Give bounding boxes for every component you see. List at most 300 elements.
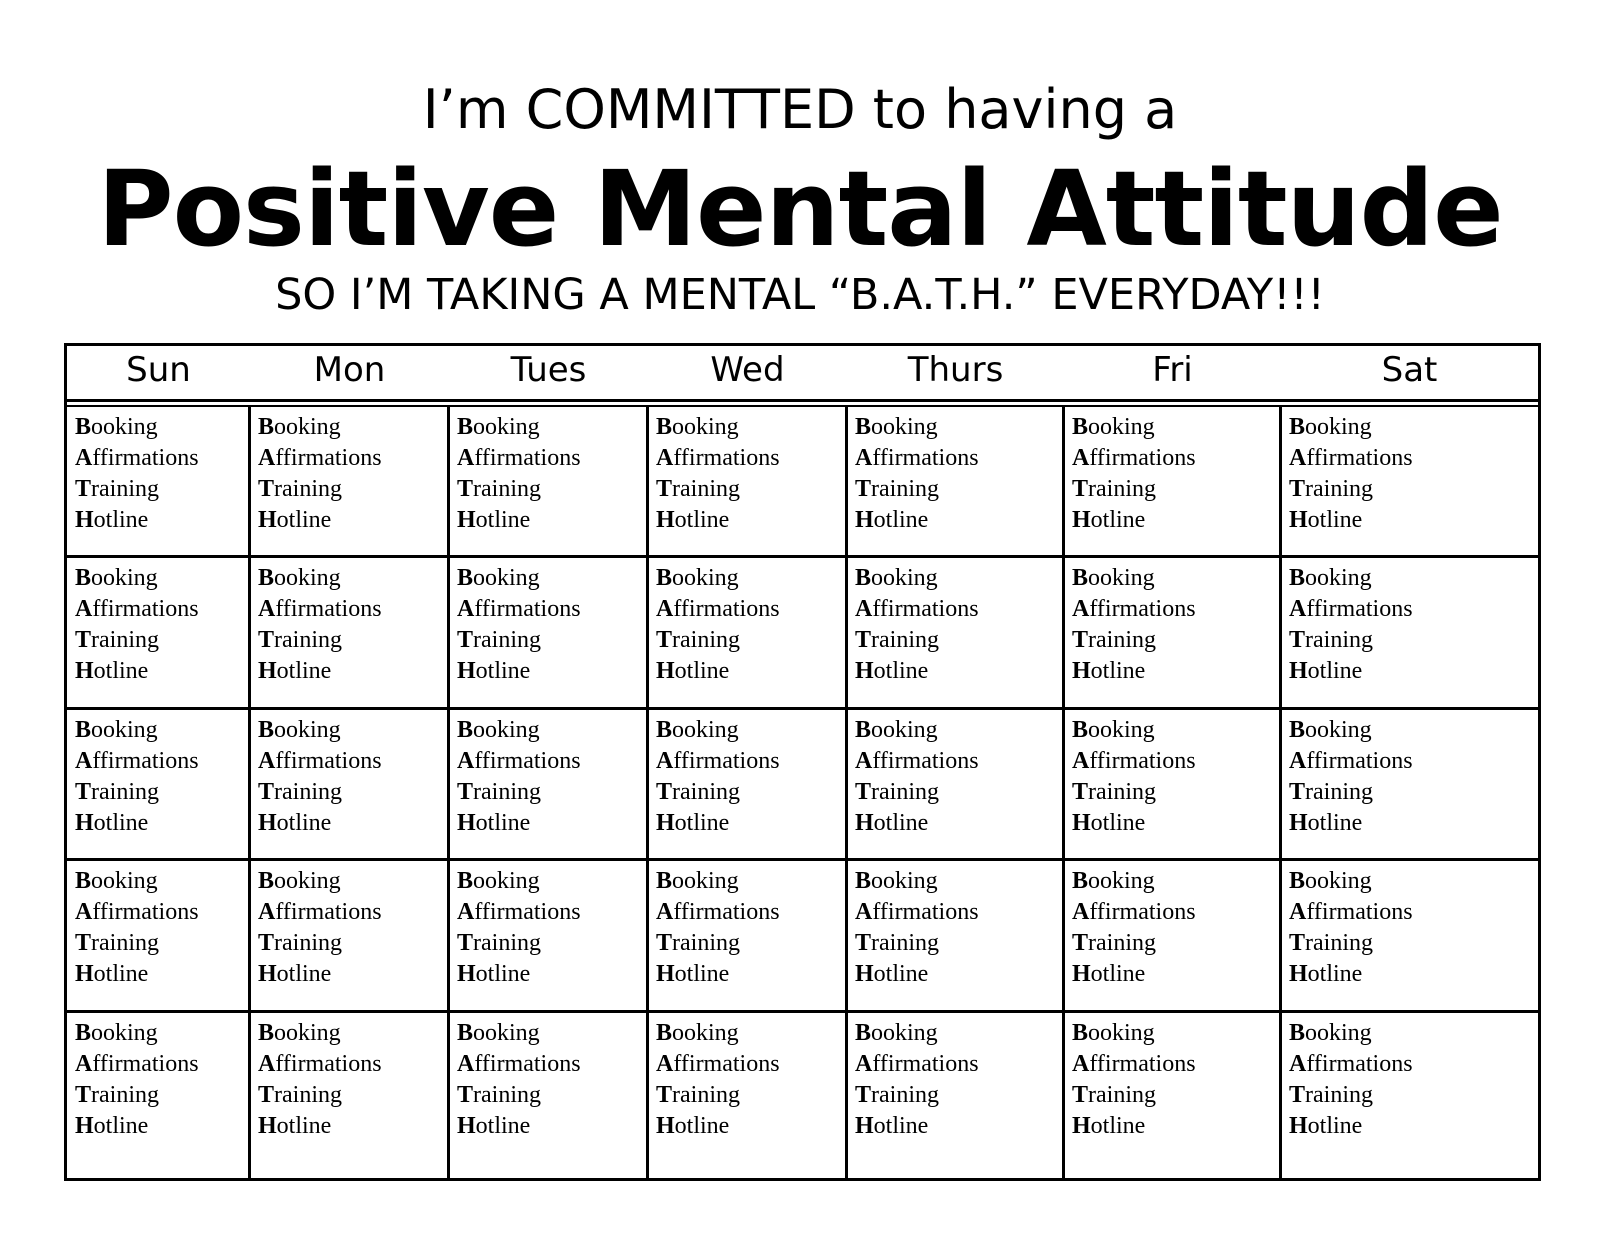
bath-entry	[457, 656, 647, 687]
bath-initial: T	[855, 476, 872, 502]
bath-entry	[1289, 777, 1537, 808]
bath-word-rest: otline	[1090, 809, 1146, 836]
bath-entry	[855, 1049, 1063, 1080]
bath-word-rest: raining	[1088, 778, 1156, 805]
bath-entry	[656, 1080, 846, 1111]
bath-word-rest: raining	[91, 627, 159, 654]
bath-initial: A	[656, 596, 674, 623]
bath-entry	[656, 959, 846, 990]
bath-word-rest: otline	[93, 809, 149, 836]
day-cell[interactable]	[1065, 557, 1280, 706]
bath-entry	[75, 505, 249, 536]
bath-initial: T	[1072, 476, 1089, 502]
bath-initial: B	[1072, 414, 1089, 440]
bath-word-rest: raining	[1305, 1081, 1373, 1108]
bath-entry	[75, 777, 249, 808]
bath-initial: H	[457, 961, 476, 988]
bath-entry	[1289, 715, 1537, 746]
bath-entry	[1289, 808, 1537, 839]
day-cell[interactable]	[251, 860, 448, 1009]
bath-word-rest: ooking	[1305, 414, 1372, 440]
bath-initial: T	[1289, 627, 1306, 654]
bath-word-rest: otline	[475, 809, 531, 836]
bath-word-rest: otline	[276, 507, 332, 533]
bath-entry	[656, 746, 846, 777]
day-cell[interactable]	[1282, 406, 1537, 555]
bath-word-rest: otline	[93, 507, 149, 533]
day-cell[interactable]	[649, 709, 846, 858]
bath-initial: H	[656, 809, 675, 836]
day-cell[interactable]	[848, 557, 1063, 706]
bath-initial: H	[656, 961, 675, 988]
bath-word-rest: otline	[276, 1112, 332, 1139]
bath-word-rest: raining	[1088, 1081, 1156, 1108]
bath-word-rest: ooking	[871, 868, 938, 895]
bath-initial: H	[258, 809, 277, 836]
bath-entry	[258, 505, 448, 536]
bath-entry	[457, 505, 647, 536]
bath-entry	[457, 1049, 647, 1080]
bath-word-rest: otline	[276, 809, 332, 836]
bath-word-rest: ffirmations	[673, 747, 780, 774]
bath-initial: H	[1072, 1112, 1091, 1139]
bath-word-rest: otline	[873, 809, 929, 836]
bath-initial: T	[258, 627, 275, 654]
bath-word-rest: raining	[91, 930, 159, 957]
bath-word-rest: otline	[93, 961, 149, 988]
bath-word-rest: ffirmations	[92, 596, 199, 623]
bath-entry	[75, 474, 249, 505]
bath-word-rest: otline	[873, 1112, 929, 1139]
bath-initial: B	[855, 414, 872, 440]
bath-entry	[656, 505, 846, 536]
bath-word-rest: ooking	[473, 1019, 540, 1046]
bath-entry	[1289, 443, 1537, 474]
bath-entry	[656, 777, 846, 808]
bath-entry	[258, 746, 448, 777]
bath-word-rest: otline	[674, 1112, 730, 1139]
bath-initial: T	[258, 1081, 275, 1108]
bath-entry	[75, 443, 249, 474]
bath-entry	[1289, 412, 1537, 443]
bath-entry	[656, 928, 846, 959]
day-cell[interactable]	[450, 709, 647, 858]
title-line-1: I’m COMMITTED to having a	[422, 78, 1178, 141]
bath-entry	[75, 412, 249, 443]
bath-entry	[457, 1018, 647, 1049]
bath-entry	[855, 866, 1063, 897]
bath-entry	[1072, 746, 1280, 777]
bath-entry	[656, 1111, 846, 1142]
bath-initial: T	[258, 778, 275, 805]
bath-initial: T	[1072, 1081, 1089, 1108]
bath-initial: T	[75, 476, 92, 502]
bath-word-rest: ffirmations	[673, 596, 780, 623]
day-cell[interactable]	[1065, 709, 1280, 858]
bath-word-rest: otline	[873, 961, 929, 988]
bath-initial: T	[656, 778, 673, 805]
bath-initial: T	[855, 627, 872, 654]
day-cell[interactable]	[450, 406, 647, 555]
bath-word-rest: ooking	[1088, 565, 1155, 592]
day-cell[interactable]	[649, 557, 846, 706]
bath-initial: H	[1072, 658, 1091, 685]
bath-word-rest: ffirmations	[474, 1050, 581, 1077]
day-cell[interactable]	[1282, 860, 1537, 1009]
bath-word-rest: ffirmations	[275, 1050, 382, 1077]
bath-entry	[1289, 928, 1537, 959]
bath-initial: H	[258, 1112, 277, 1139]
day-header-mon: Mon	[313, 350, 386, 390]
bath-entry	[656, 866, 846, 897]
bath-initial: A	[1072, 899, 1090, 926]
bath-entry	[656, 474, 846, 505]
bath-word-rest: ooking	[672, 414, 739, 440]
bath-initial: A	[1289, 445, 1307, 471]
bath-entry	[457, 777, 647, 808]
bath-word-rest: ffirmations	[275, 747, 382, 774]
bath-word-rest: otline	[93, 658, 149, 685]
bath-entry	[457, 897, 647, 928]
bath-initial: H	[855, 809, 874, 836]
bath-word-rest: ooking	[672, 1019, 739, 1046]
bath-initial: H	[656, 658, 675, 685]
bath-initial: H	[656, 1112, 675, 1139]
bath-entry	[1289, 594, 1537, 625]
bath-entry	[855, 594, 1063, 625]
bath-entry	[75, 563, 249, 594]
bath-entry	[855, 412, 1063, 443]
bath-entry	[258, 474, 448, 505]
bath-entry	[855, 625, 1063, 656]
day-cell[interactable]	[450, 1012, 647, 1161]
bath-entry	[457, 866, 647, 897]
bath-entry	[75, 959, 249, 990]
bath-word-rest: raining	[1305, 778, 1373, 805]
bath-initial: T	[457, 930, 474, 957]
day-header-tues: Tues	[510, 350, 587, 390]
bath-initial: A	[1289, 747, 1307, 774]
bath-entry	[457, 715, 647, 746]
bath-initial: T	[258, 476, 275, 502]
bath-initial: A	[656, 899, 674, 926]
day-cell[interactable]	[649, 860, 846, 1009]
bath-initial: H	[855, 1112, 874, 1139]
bath-initial: H	[457, 507, 476, 533]
day-cell[interactable]	[649, 1012, 846, 1161]
day-cell[interactable]	[848, 1012, 1063, 1161]
bath-initial: B	[75, 414, 92, 440]
bath-word-rest: ooking	[1088, 716, 1155, 743]
bath-word-rest: ffirmations	[872, 596, 979, 623]
bath-initial: H	[457, 658, 476, 685]
bath-word-rest: ffirmations	[1306, 596, 1413, 623]
bath-word-rest: ooking	[1088, 868, 1155, 895]
bath-entry	[258, 563, 448, 594]
column-divider	[447, 406, 450, 1178]
bath-initial: T	[656, 476, 673, 502]
bath-entry	[258, 594, 448, 625]
day-header-wed: Wed	[710, 350, 785, 390]
bath-entry	[656, 443, 846, 474]
bath-initial: H	[258, 961, 277, 988]
day-cell[interactable]	[68, 860, 249, 1009]
bath-word-rest: raining	[91, 778, 159, 805]
bath-word-rest: ooking	[473, 414, 540, 440]
bath-entry	[1289, 474, 1537, 505]
bath-entry	[1072, 443, 1280, 474]
bath-initial: A	[75, 445, 93, 471]
bath-entry	[855, 715, 1063, 746]
bath-entry	[75, 928, 249, 959]
bath-initial: H	[258, 658, 277, 685]
bath-word-rest: otline	[475, 507, 531, 533]
bath-initial: A	[1289, 596, 1307, 623]
day-cell[interactable]	[68, 709, 249, 858]
bath-word-rest: ooking	[672, 868, 739, 895]
bath-entry	[75, 1111, 249, 1142]
bath-initial: H	[656, 507, 675, 533]
bath-initial: B	[656, 716, 673, 743]
bath-entry	[656, 897, 846, 928]
bath-initial: B	[75, 1019, 92, 1046]
bath-initial: A	[1289, 1050, 1307, 1077]
column-divider	[248, 406, 251, 1178]
bath-word-rest: otline	[475, 961, 531, 988]
bath-entry	[1289, 656, 1537, 687]
day-cell[interactable]	[450, 860, 647, 1009]
bath-initial: H	[457, 809, 476, 836]
bath-initial: B	[1289, 716, 1306, 743]
bath-initial: A	[258, 747, 276, 774]
bath-entry	[75, 594, 249, 625]
bath-word-rest: ffirmations	[1089, 747, 1196, 774]
bath-initial: H	[1072, 809, 1091, 836]
bath-initial: A	[1072, 445, 1090, 471]
bath-word-rest: raining	[871, 627, 939, 654]
bath-entry	[75, 1018, 249, 1049]
bath-entry	[1072, 1111, 1280, 1142]
day-cell[interactable]	[1282, 1012, 1537, 1161]
bath-word-rest: ffirmations	[1306, 1050, 1413, 1077]
bath-word-rest: ooking	[91, 868, 158, 895]
bath-initial: H	[855, 961, 874, 988]
bath-entry	[258, 1111, 448, 1142]
bath-initial: A	[1072, 1050, 1090, 1077]
day-cell[interactable]	[848, 709, 1063, 858]
bath-initial: A	[457, 1050, 475, 1077]
bath-word-rest: ffirmations	[872, 445, 979, 471]
day-cell[interactable]	[1065, 1012, 1280, 1161]
day-cell[interactable]	[649, 406, 846, 555]
bath-entry	[656, 1049, 846, 1080]
bath-entry	[258, 625, 448, 656]
bath-initial: A	[855, 747, 873, 774]
bath-entry	[1072, 412, 1280, 443]
bath-word-rest: otline	[873, 658, 929, 685]
bath-entry	[1072, 928, 1280, 959]
column-divider	[1279, 406, 1282, 1178]
bath-entry	[258, 412, 448, 443]
bath-initial: A	[855, 596, 873, 623]
bath-entry	[75, 715, 249, 746]
day-cell[interactable]	[450, 557, 647, 706]
bath-initial: T	[1289, 476, 1306, 502]
day-cell[interactable]	[1065, 406, 1280, 555]
bath-word-rest: ooking	[871, 565, 938, 592]
day-cell[interactable]	[251, 557, 448, 706]
bath-word-rest: ffirmations	[474, 747, 581, 774]
bath-word-rest: ooking	[1088, 414, 1155, 440]
bath-word-rest: raining	[871, 476, 939, 502]
bath-initial: T	[75, 627, 92, 654]
day-header-sun: Sun	[126, 350, 191, 390]
day-cell[interactable]	[68, 1012, 249, 1161]
bath-initial: B	[75, 716, 92, 743]
bath-entry	[457, 443, 647, 474]
bath-entry	[75, 866, 249, 897]
bath-word-rest: otline	[674, 809, 730, 836]
bath-entry	[1289, 959, 1537, 990]
calendar-table	[64, 343, 1541, 1181]
column-divider	[845, 406, 848, 1178]
bath-word-rest: ooking	[91, 414, 158, 440]
bath-word-rest: ooking	[1305, 565, 1372, 592]
bath-word-rest: raining	[1088, 476, 1156, 502]
bath-entry	[855, 474, 1063, 505]
bath-word-rest: raining	[672, 930, 740, 957]
day-cell[interactable]	[68, 406, 249, 555]
bath-entry	[1072, 866, 1280, 897]
bath-entry	[1072, 777, 1280, 808]
bath-initial: B	[656, 565, 673, 592]
bath-initial: A	[75, 747, 93, 774]
bath-initial: T	[656, 1081, 673, 1108]
bath-word-rest: raining	[274, 930, 342, 957]
bath-initial: A	[258, 445, 276, 471]
bath-word-rest: raining	[1088, 930, 1156, 957]
bath-word-rest: raining	[473, 476, 541, 502]
bath-word-rest: otline	[93, 1112, 149, 1139]
bath-word-rest: ooking	[274, 414, 341, 440]
bath-word-rest: ooking	[274, 565, 341, 592]
bath-entry	[258, 928, 448, 959]
bath-word-rest: ooking	[871, 1019, 938, 1046]
bath-initial: B	[855, 1019, 872, 1046]
bath-initial: H	[1289, 658, 1308, 685]
bath-initial: H	[258, 507, 277, 533]
bath-initial: A	[656, 1050, 674, 1077]
day-cell[interactable]	[1282, 557, 1537, 706]
bath-word-rest: raining	[672, 476, 740, 502]
bath-entry	[855, 897, 1063, 928]
bath-entry	[855, 443, 1063, 474]
bath-entry	[855, 505, 1063, 536]
bath-entry	[457, 563, 647, 594]
day-cell[interactable]	[251, 1012, 448, 1161]
bath-word-rest: raining	[473, 627, 541, 654]
bath-word-rest: raining	[1305, 476, 1373, 502]
day-cell[interactable]	[1282, 709, 1537, 858]
bath-initial: B	[855, 565, 872, 592]
bath-word-rest: raining	[672, 627, 740, 654]
bath-initial: B	[656, 1019, 673, 1046]
bath-initial: B	[258, 565, 275, 592]
bath-entry	[1072, 594, 1280, 625]
bath-word-rest: ffirmations	[92, 899, 199, 926]
bath-initial: H	[75, 809, 94, 836]
bath-initial: B	[258, 414, 275, 440]
bath-initial: T	[75, 930, 92, 957]
bath-entry	[258, 1080, 448, 1111]
bath-initial: T	[1072, 778, 1089, 805]
bath-entry	[1289, 866, 1537, 897]
bath-initial: T	[457, 627, 474, 654]
bath-initial: A	[457, 899, 475, 926]
bath-entry	[1072, 625, 1280, 656]
bath-entry	[75, 897, 249, 928]
bath-entry	[1289, 563, 1537, 594]
bath-word-rest: ffirmations	[673, 899, 780, 926]
title-line-2: Positive Mental Attitude	[97, 148, 1503, 270]
bath-entry	[855, 1080, 1063, 1111]
bath-entry	[855, 959, 1063, 990]
bath-word-rest: otline	[674, 658, 730, 685]
bath-initial: H	[855, 507, 874, 533]
bath-entry	[1289, 505, 1537, 536]
bath-initial: A	[1072, 747, 1090, 774]
bath-entry	[258, 656, 448, 687]
day-cell[interactable]	[68, 557, 249, 706]
bath-word-rest: otline	[1307, 658, 1363, 685]
bath-word-rest: ffirmations	[275, 899, 382, 926]
bath-word-rest: ffirmations	[872, 899, 979, 926]
bath-word-rest: ffirmations	[1089, 899, 1196, 926]
day-cell[interactable]	[251, 406, 448, 555]
bath-initial: H	[75, 507, 94, 533]
bath-initial: H	[1072, 961, 1091, 988]
bath-word-rest: ooking	[91, 716, 158, 743]
day-cell[interactable]	[848, 860, 1063, 1009]
bath-word-rest: ffirmations	[474, 445, 581, 471]
bath-entry	[457, 808, 647, 839]
bath-initial: T	[258, 930, 275, 957]
day-cell[interactable]	[848, 406, 1063, 555]
bath-initial: B	[75, 868, 92, 895]
bath-entry	[457, 928, 647, 959]
bath-entry	[656, 563, 846, 594]
day-cell[interactable]	[251, 709, 448, 858]
bath-word-rest: ffirmations	[673, 1050, 780, 1077]
bath-word-rest: ffirmations	[1306, 445, 1413, 471]
bath-word-rest: otline	[1090, 1112, 1146, 1139]
bath-entry	[656, 412, 846, 443]
bath-word-rest: otline	[674, 507, 730, 533]
bath-entry	[1072, 715, 1280, 746]
bath-initial: T	[656, 627, 673, 654]
bath-entry	[1072, 897, 1280, 928]
bath-initial: H	[1289, 809, 1308, 836]
bath-initial: A	[457, 445, 475, 471]
bath-initial: B	[1072, 565, 1089, 592]
column-divider	[1062, 406, 1065, 1178]
day-cell[interactable]	[1065, 860, 1280, 1009]
bath-initial: T	[1072, 930, 1089, 957]
bath-initial: H	[1289, 1112, 1308, 1139]
bath-initial: B	[656, 414, 673, 440]
bath-word-rest: raining	[672, 1081, 740, 1108]
bath-initial: H	[75, 1112, 94, 1139]
